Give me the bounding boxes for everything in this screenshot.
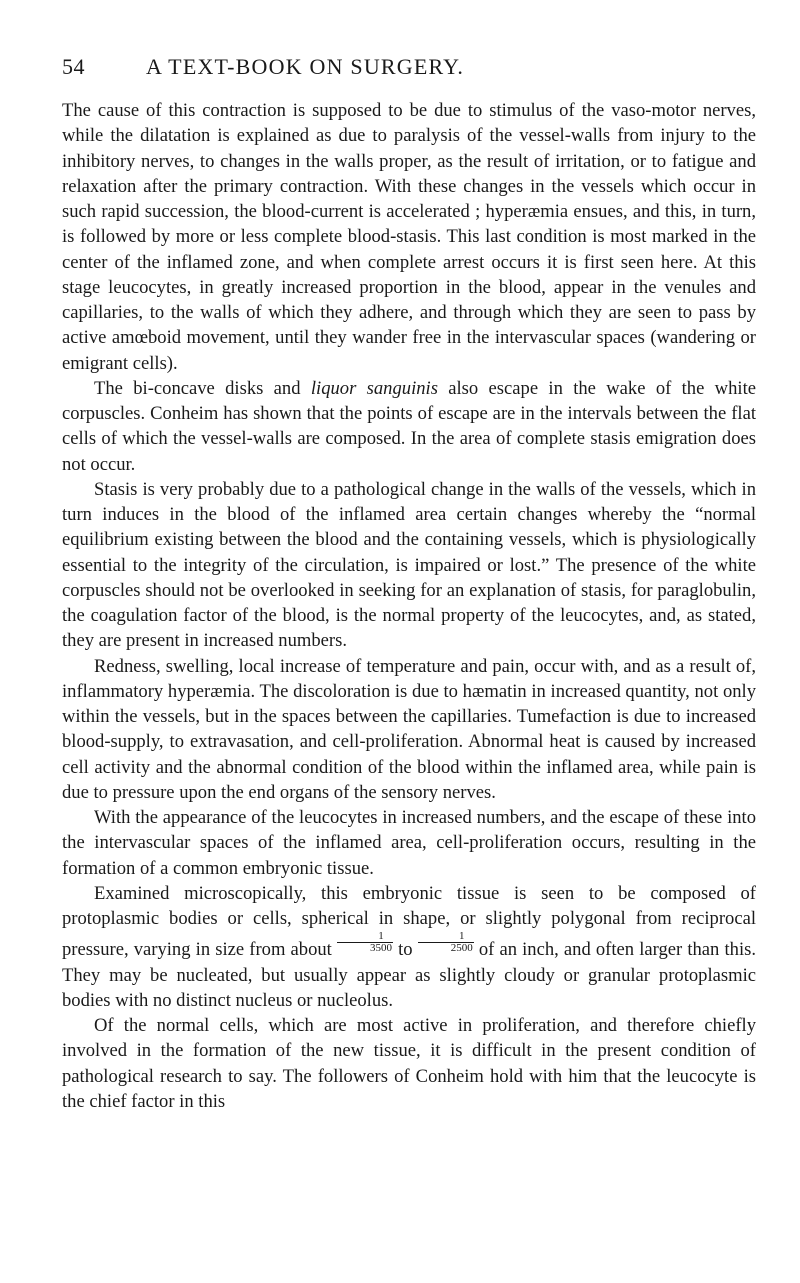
running-head: A TEXT-BOOK ON SURGERY. — [146, 54, 465, 79]
book-page — [62, 50, 756, 1114]
paragraph-3: Stasis is very probably due to a pathological change in the walls of the vessels, which in turn induces in the blood of the inflamed area certain changes whereby the “normal equilibrium existing between the blood and the containing vessels, which is physiologically essential to the integrity of the circulation, is impaired or lost.” The presence of the white corpuscles should not be overlooked in seeking for an explanation of stasis, for paraglobulin, the coagulation factor of the blood, is the normal property of the leucocytes, and, as stated, they are present in increased numbers. — [62, 478, 756, 652]
fraction-2 — [418, 931, 474, 954]
body-text — [62, 98, 756, 1114]
paragraph-6 — [62, 881, 756, 1013]
paragraph-2-italic-term: liquor sanguinis — [310, 377, 438, 399]
fraction-1 — [337, 931, 393, 954]
paragraph-2-text-b: also escape in the wake of the white corpuscles. Conheim has shown that the points of escape are in the intervals between the flat cells of which the vessel-walls are composed. In the area of complete stasis emigration does not occur. — [62, 377, 756, 475]
paragraph-6-text-a: Examined microscopically, this embryonic tissue is seen to be composed of protoplasmic bodies or cells, spherical in shape, or slightly polygonal from reciprocal pressure, varying in size from about — [62, 882, 756, 961]
paragraph-6-text-mid: to — [392, 939, 418, 961]
paragraph-4: Redness, swelling, local increase of temperature and pain, occur with, and as a result of, inflammatory hyperæmia. The discoloration is due to hæmatin in increased quantity, not only within the vessels, but in the spaces between the capillaries. Tumefaction is due to increased blood-supply, to extravasation, and cell-proliferation. Abnormal heat is caused by increased cell activity and the abnormal condition of the blood within the inflamed area, while pain is due to pressure upon the end organs of the sensory nerves. — [62, 655, 756, 803]
fraction-1-denominator: 3500 — [369, 942, 392, 955]
page-header — [62, 50, 756, 84]
fraction-1-numerator: 1 — [337, 931, 393, 943]
paragraph-5: With the appearance of the leucocytes in increased numbers, and the escape of these into the intervascular spaces of the inflamed area, cell-proliferation occurs, resulting in the formation of a common embryonic tissue. — [62, 807, 756, 879]
paragraph-6-text-b: of an inch, and often larger than this. They may be nucleated, but usually appear as slightly cloudy or granular protoplasmic bodies with no distinct nucleus or nucleolus. — [62, 939, 756, 1011]
paragraph-2-text-a: The bi-concave disks and — [94, 377, 311, 399]
paragraph-7: Of the normal cells, which are most active in proliferation, and therefore chiefly involved in the formation of the new tissue, it is difficult in the present condition of pathological research to say. The followers of Conheim hold with him that the leucocyte is the chief factor in this — [62, 1015, 756, 1112]
fraction-2-numerator: 1 — [418, 931, 474, 943]
paragraph-1: The cause of this contraction is supposed to be due to stimulus of the vaso-motor nerves, while the dilatation is explained as due to paralysis of the vessel-walls from injury to the inhibitory nerves, to changes in the walls proper, as the result of irritation, or to fatigue and relaxation after the primary contraction. With these changes in the vessels which occur in such rapid succession, the blood-current is accelerated ; hyperæmia ensues, and this, in turn, is followed by more or less complete blood-stasis. This last condition is most marked in the center of the inflamed zone, and when complete arrest occurs it is first seen here. At this stage leucocytes, in greatly increased proportion in the blood, appear in the venules and capillaries, to the walls of which they adhere, and through which they are seen to pass by active amœboid movement, until they wander free in the intervascular spaces (wandering or emigrant cells). — [62, 100, 756, 374]
page-number: 54 — [62, 54, 85, 79]
fraction-2-denominator: 2500 — [450, 942, 473, 955]
paragraph-2 — [62, 376, 756, 477]
